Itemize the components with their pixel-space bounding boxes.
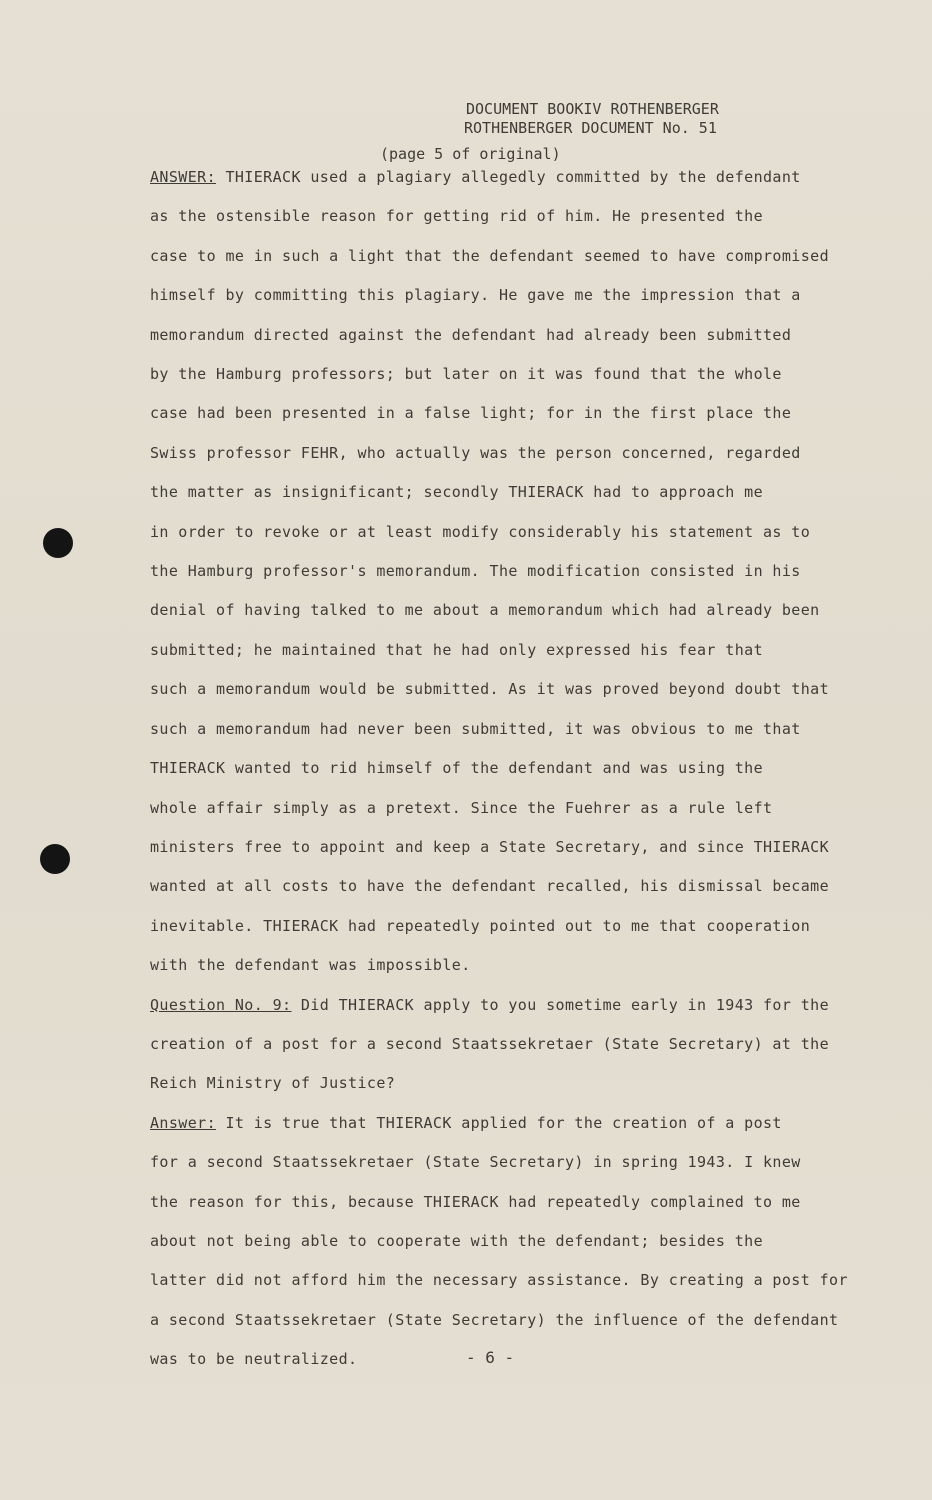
answer-label: Answer:: [150, 1113, 217, 1132]
page-number: - 6 -: [466, 1348, 515, 1367]
text-line: wanted at all costs to have the defendant recalled, his dismissal became: [150, 877, 830, 896]
text-line: in order to revoke or at least modify considerably his statement as to: [150, 522, 811, 541]
text-line: the matter as insignificant; secondly THIERACK had to approach me: [150, 483, 763, 502]
text-line: inevitable. THIERACK had repeatedly pointed out to me that cooperation: [150, 916, 811, 935]
text-line: ministers free to appoint and keep a State Secretary, and since THIERACK: [150, 837, 830, 856]
text-line: was to be neutralized.: [150, 1350, 358, 1369]
text-line: memorandum directed against the defendant had already been submitted: [150, 325, 792, 344]
text-line: a second Staatssekretaer (State Secretary) the influence of the defendant: [150, 1310, 839, 1329]
question-9-lines: [150, 1025, 880, 1104]
answer-1-lines: [150, 197, 880, 985]
text-line: about not being able to cooperate with the defendant; besides the: [150, 1231, 763, 1250]
answer-2-first-line: Answer: It is true that THIERACK applied for the creation of a post: [150, 1113, 782, 1132]
question-label: Question No. 9:: [150, 995, 292, 1014]
answer-1-first-line: ANSWER: THIERACK used a plagiary allegedly committed by the defendant: [150, 168, 801, 186]
punch-hole-top: [43, 528, 73, 558]
text-line: creation of a post for a second Staatssekretaer (State Secretary) at the: [150, 1034, 830, 1053]
text-line: whole affair simply as a pretext. Since the Fuehrer as a rule left: [150, 798, 773, 817]
text-line: submitted; he maintained that he had only expressed his fear that: [150, 640, 763, 659]
text-line: denial of having talked to me about a memorandum which had already been: [150, 601, 820, 620]
text-line: with the defendant was impossible.: [150, 956, 471, 975]
text-line: as the ostensible reason for getting rid of him. He presented the: [150, 207, 763, 226]
question-9-first-line: Question No. 9: Did THIERACK apply to you sometime early in 1943 for the: [150, 995, 830, 1014]
answer-2-lines: [150, 1143, 880, 1379]
header-line-1: DOCUMENT BOOKIV ROTHENBERGER: [466, 100, 719, 118]
text-line: such a memorandum would be submitted. As it was proved beyond doubt that: [150, 680, 830, 699]
text-line: THIERACK wanted to rid himself of the defendant and was using the: [150, 759, 763, 778]
page-reference: (page 5 of original): [380, 145, 561, 163]
text-line: for a second Staatssekretaer (State Secretary) in spring 1943. I knew: [150, 1153, 801, 1172]
text-line: the reason for this, because THIERACK had repeatedly complained to me: [150, 1192, 801, 1211]
document-body: [150, 158, 880, 1380]
text-line: Swiss professor FEHR, who actually was the person concerned, regarded: [150, 443, 801, 462]
text-line: himself by committing this plagiary. He gave me the impression that a: [150, 286, 801, 305]
text-line: case had been presented in a false light; for in the first place the: [150, 404, 792, 423]
punch-hole-bottom: [40, 844, 70, 874]
text-line: Reich Ministry of Justice?: [150, 1074, 396, 1093]
text-line: case to me in such a light that the defendant seemed to have compromised: [150, 246, 830, 265]
text-line: such a memorandum had never been submitted, it was obvious to me that: [150, 719, 801, 738]
document-header: [466, 100, 719, 138]
text-line: the Hamburg professor's memorandum. The modification consisted in his: [150, 562, 801, 581]
text-line: by the Hamburg professors; but later on it was found that the whole: [150, 365, 782, 384]
answer-label: ANSWER:: [150, 168, 217, 186]
header-line-2: ROTHENBERGER DOCUMENT No. 51: [464, 119, 717, 137]
text-line: latter did not afford him the necessary assistance. By creating a post for: [150, 1271, 848, 1290]
